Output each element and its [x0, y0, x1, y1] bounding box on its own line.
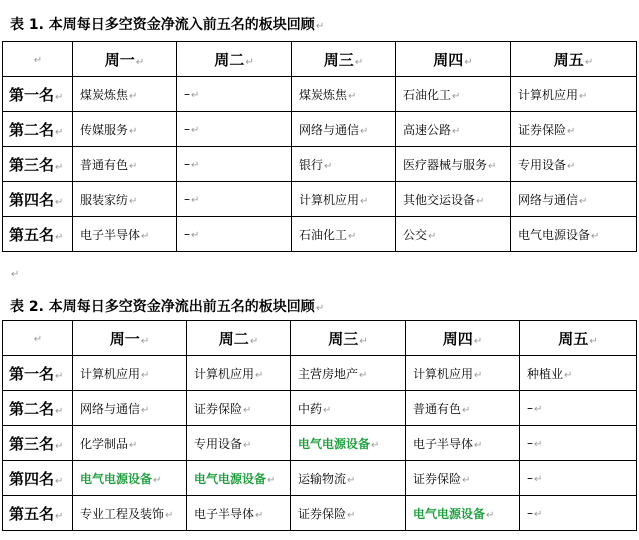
- rank-label: [3, 217, 73, 252]
- sector-name: 证券保险: [194, 401, 243, 416]
- return-mark-icon: ↵: [191, 160, 200, 171]
- return-mark-icon: ↵: [488, 160, 497, 172]
- return-mark-icon: ↵: [135, 56, 145, 68]
- return-mark-icon: ↵: [452, 125, 461, 137]
- corner-cell: [3, 321, 73, 356]
- return-mark-icon: ↵: [191, 125, 200, 136]
- column-header: [292, 42, 396, 77]
- sector-name: 证券保险: [413, 471, 462, 486]
- sector-cell: [187, 391, 291, 426]
- sector-cell: [511, 112, 637, 147]
- return-mark-icon: ↵: [55, 405, 64, 417]
- column-header-label: 周四: [442, 329, 473, 348]
- rank-label: [3, 356, 73, 391]
- sector-cell: [177, 147, 292, 182]
- table1: [2, 41, 637, 252]
- sector-name: 计算机应用: [194, 366, 255, 381]
- return-mark-icon: ↵: [584, 56, 594, 68]
- return-mark-icon: ↵: [129, 160, 138, 172]
- header-row: [3, 42, 637, 77]
- sector-cell: [73, 77, 177, 112]
- sector-cell: [511, 182, 637, 217]
- return-mark-icon: ↵: [315, 303, 325, 314]
- return-mark-icon: ↵: [589, 335, 598, 347]
- sector-name: 计算机应用: [80, 366, 141, 381]
- return-mark-icon: ↵: [11, 269, 20, 280]
- sector-cell: [396, 217, 511, 252]
- column-header: [187, 321, 291, 356]
- sector-cell: [177, 182, 292, 217]
- sector-cell: [291, 356, 406, 391]
- sector-cell: [406, 426, 520, 461]
- return-mark-icon: ↵: [243, 404, 252, 416]
- rank-label-text: 第五名: [9, 225, 55, 244]
- return-mark-icon: ↵: [567, 160, 576, 172]
- sector-cell: [511, 77, 637, 112]
- sector-name: 其他交运设备: [403, 192, 476, 207]
- return-mark-icon: ↵: [141, 404, 150, 416]
- return-mark-icon: ↵: [129, 90, 138, 102]
- rank-label-text: 第五名: [9, 504, 55, 523]
- sector-cell: [73, 496, 187, 531]
- return-mark-icon: ↵: [141, 230, 150, 242]
- sector-cell: [406, 391, 520, 426]
- rank-label: [3, 426, 73, 461]
- sector-cell: [291, 461, 406, 496]
- table1-body: [3, 42, 637, 252]
- sector-name: 种植业: [527, 366, 564, 381]
- sector-name: 电子半导体: [413, 436, 474, 451]
- table1-caption: [10, 14, 324, 34]
- return-mark-icon: ↵: [55, 440, 64, 452]
- column-header-label: 周五: [553, 50, 584, 69]
- corner-cell: [3, 42, 73, 77]
- sector-cell: [187, 426, 291, 461]
- sector-name: 化学制品: [80, 436, 129, 451]
- sector-cell: [187, 461, 291, 496]
- sector-cell: [73, 461, 187, 496]
- return-mark-icon: ↵: [348, 230, 357, 242]
- rank-label-text: 第二名: [9, 120, 55, 139]
- rank-label: [3, 112, 73, 147]
- return-mark-icon: ↵: [55, 161, 64, 173]
- sector-name: 网络与通信: [518, 192, 579, 207]
- sector-cell: [73, 182, 177, 217]
- return-mark-icon: ↵: [360, 125, 369, 137]
- return-mark-icon: ↵: [534, 404, 543, 415]
- return-mark-icon: ↵: [474, 369, 483, 381]
- sector-name: 传媒服务: [80, 122, 129, 137]
- return-mark-icon: ↵: [476, 195, 485, 207]
- return-mark-icon: ↵: [129, 125, 138, 137]
- sector-cell: [177, 77, 292, 112]
- sector-cell: [73, 426, 187, 461]
- return-mark-icon: ↵: [354, 56, 364, 68]
- return-mark-icon: ↵: [324, 160, 333, 172]
- sector-name: 网络与通信: [80, 401, 141, 416]
- return-mark-icon: ↵: [474, 439, 483, 451]
- table1-caption-text: 表 1. 本周每日多空资金净流入前五名的板块回顾: [10, 17, 315, 33]
- table-row: [3, 77, 637, 112]
- sector-name: 电气电源设备: [518, 227, 591, 242]
- rank-label-text: 第三名: [9, 155, 55, 174]
- return-mark-icon: ↵: [140, 335, 150, 347]
- return-mark-icon: ↵: [579, 195, 588, 207]
- table-row: [3, 496, 637, 531]
- column-header-label: 周五: [558, 329, 589, 348]
- sector-cell: [396, 182, 511, 217]
- sector-name: 银行: [299, 157, 324, 172]
- return-mark-icon: ↵: [129, 195, 138, 207]
- sector-name: 证券保险: [518, 122, 567, 137]
- return-mark-icon: ↵: [153, 474, 162, 486]
- table-row: [3, 217, 637, 252]
- sector-cell: [406, 461, 520, 496]
- return-mark-icon: ↵: [323, 404, 332, 416]
- sector-name: 煤炭炼焦: [80, 87, 129, 102]
- sector-cell: [406, 496, 520, 531]
- sector-cell: [396, 112, 511, 147]
- table2-body: [3, 321, 637, 531]
- rank-label-text: 第二名: [9, 399, 55, 418]
- sector-cell: [187, 356, 291, 391]
- sector-cell: [291, 391, 406, 426]
- rank-label-text: 第一名: [9, 85, 55, 104]
- sector-name: –: [184, 122, 190, 136]
- rank-label-text: 第一名: [9, 364, 55, 383]
- return-mark-icon: ↵: [348, 90, 357, 102]
- sector-name: –: [527, 436, 533, 450]
- sector-name: 电子半导体: [194, 506, 255, 521]
- return-mark-icon: ↵: [464, 56, 473, 68]
- return-mark-icon: ↵: [255, 509, 264, 521]
- column-header: [406, 321, 520, 356]
- return-mark-icon: ↵: [534, 439, 543, 450]
- sector-name: 网络与通信: [299, 122, 360, 137]
- return-mark-icon: ↵: [534, 474, 543, 485]
- column-header-label: 周一: [109, 329, 140, 348]
- header-row: [3, 321, 637, 356]
- sector-cell: [292, 112, 396, 147]
- column-header: [511, 42, 637, 77]
- return-mark-icon: ↵: [55, 231, 64, 243]
- column-header-label: 周二: [218, 329, 249, 348]
- sector-cell: [520, 461, 637, 496]
- column-header-label: 周四: [433, 50, 464, 69]
- sector-cell: [177, 112, 292, 147]
- sector-cell: [187, 496, 291, 531]
- sector-cell: [73, 147, 177, 182]
- sector-cell: [292, 217, 396, 252]
- sector-name: 高速公路: [403, 122, 452, 137]
- sector-cell: [520, 356, 637, 391]
- return-mark-icon: ↵: [55, 475, 64, 487]
- sector-cell: [177, 217, 292, 252]
- return-mark-icon: ↵: [462, 404, 471, 416]
- column-header: [291, 321, 406, 356]
- return-mark-icon: ↵: [579, 90, 588, 102]
- rank-label: [3, 77, 73, 112]
- table-row: [3, 182, 637, 217]
- sector-name: 电子半导体: [80, 227, 141, 242]
- return-mark-icon: ↵: [315, 21, 325, 32]
- sector-cell: [292, 182, 396, 217]
- return-mark-icon: ↵: [55, 510, 64, 522]
- column-header: [396, 42, 511, 77]
- return-mark-icon: ↵: [486, 509, 495, 521]
- sector-cell: [73, 112, 177, 147]
- sector-name: 石油化工: [403, 87, 452, 102]
- return-mark-icon: ↵: [428, 230, 437, 242]
- sector-cell: [291, 426, 406, 461]
- sector-name: 电气电源设备: [80, 471, 153, 486]
- return-mark-icon: ↵: [452, 90, 461, 102]
- return-mark-icon: ↵: [243, 439, 252, 451]
- sector-name: 普通有色: [80, 157, 129, 172]
- return-mark-icon: ↵: [567, 125, 576, 137]
- sector-name: 专业工程及装饰: [80, 506, 165, 521]
- sector-cell: [520, 426, 637, 461]
- return-mark-icon: ↵: [33, 334, 43, 345]
- sector-name: 煤炭炼焦: [299, 87, 348, 102]
- return-mark-icon: ↵: [191, 195, 200, 206]
- column-header-label: 周二: [214, 50, 245, 69]
- sector-name: 电气电源设备: [298, 436, 371, 451]
- sector-name: 电气电源设备: [413, 506, 486, 521]
- return-mark-icon: ↵: [564, 369, 573, 381]
- rank-label-text: 第四名: [9, 469, 55, 488]
- sector-name: 计算机应用: [299, 192, 360, 207]
- return-mark-icon: ↵: [141, 369, 150, 381]
- sector-cell: [292, 77, 396, 112]
- return-mark-icon: ↵: [129, 439, 138, 451]
- return-mark-icon: ↵: [255, 369, 264, 381]
- table2-caption: [10, 296, 324, 316]
- return-mark-icon: ↵: [347, 474, 356, 486]
- sector-cell: [291, 496, 406, 531]
- sector-cell: [511, 147, 637, 182]
- return-mark-icon: ↵: [55, 196, 64, 208]
- table-row: [3, 391, 637, 426]
- return-mark-icon: ↵: [165, 509, 174, 521]
- column-header-label: 周三: [328, 329, 359, 348]
- return-mark-icon: ↵: [534, 509, 543, 520]
- sector-name: –: [527, 401, 533, 415]
- sector-cell: [406, 356, 520, 391]
- return-mark-icon: ↵: [249, 335, 259, 347]
- sector-name: –: [527, 506, 533, 520]
- sector-name: 石油化工: [299, 227, 348, 242]
- table-row: [3, 426, 637, 461]
- return-mark-icon: ↵: [359, 369, 368, 381]
- return-mark-icon: ↵: [55, 370, 64, 382]
- return-mark-icon: ↵: [591, 230, 600, 242]
- rank-label: [3, 496, 73, 531]
- return-mark-icon: ↵: [473, 335, 483, 347]
- sector-cell: [292, 147, 396, 182]
- table-row: [3, 461, 637, 496]
- sector-name: –: [184, 227, 190, 241]
- blank-paragraph: [10, 262, 19, 281]
- sector-name: 电气电源设备: [194, 471, 267, 486]
- sector-name: 中药: [298, 401, 323, 416]
- return-mark-icon: ↵: [245, 56, 254, 68]
- sector-cell: [73, 356, 187, 391]
- sector-name: –: [527, 471, 533, 485]
- sector-name: 专用设备: [518, 157, 567, 172]
- rank-label-text: 第四名: [9, 190, 55, 209]
- return-mark-icon: ↵: [191, 230, 200, 241]
- rank-label: [3, 391, 73, 426]
- sector-cell: [396, 147, 511, 182]
- sector-name: 计算机应用: [413, 366, 474, 381]
- column-header: [73, 321, 187, 356]
- sector-cell: [73, 391, 187, 426]
- sector-cell: [520, 496, 637, 531]
- table2: [2, 320, 637, 531]
- return-mark-icon: ↵: [371, 439, 380, 451]
- return-mark-icon: ↵: [359, 335, 368, 347]
- return-mark-icon: ↵: [462, 474, 471, 486]
- return-mark-icon: ↵: [267, 474, 276, 486]
- sector-cell: [396, 77, 511, 112]
- sector-name: 普通有色: [413, 401, 462, 416]
- table-row: [3, 147, 637, 182]
- rank-label: [3, 147, 73, 182]
- rank-label: [3, 182, 73, 217]
- sector-name: –: [184, 87, 190, 101]
- column-header: [73, 42, 177, 77]
- return-mark-icon: ↵: [55, 126, 64, 138]
- column-header-label: 周一: [104, 50, 135, 69]
- sector-name: 专用设备: [194, 436, 243, 451]
- sector-name: –: [184, 157, 190, 171]
- sector-name: 证券保险: [298, 506, 347, 521]
- sector-name: 医疗器械与服务: [403, 157, 488, 172]
- column-header-label: 周三: [323, 50, 354, 69]
- sector-name: 服装家纺: [80, 192, 129, 207]
- table2-caption-text: 表 2. 本周每日多空资金净流出前五名的板块回顾: [10, 299, 315, 315]
- rank-label: [3, 461, 73, 496]
- sector-name: 主营房地产: [298, 366, 359, 381]
- return-mark-icon: ↵: [347, 509, 356, 521]
- return-mark-icon: ↵: [55, 91, 64, 103]
- sector-cell: [511, 217, 637, 252]
- sector-cell: [73, 217, 177, 252]
- return-mark-icon: ↵: [360, 195, 369, 207]
- rank-label-text: 第三名: [9, 434, 55, 453]
- sector-name: 公交: [403, 227, 428, 242]
- sector-cell: [520, 391, 637, 426]
- sector-name: 计算机应用: [518, 87, 579, 102]
- table-row: [3, 356, 637, 391]
- return-mark-icon: ↵: [191, 90, 200, 101]
- column-header: [520, 321, 637, 356]
- column-header: [177, 42, 292, 77]
- sector-name: 运输物流: [298, 471, 347, 486]
- table-row: [3, 112, 637, 147]
- return-mark-icon: ↵: [33, 55, 43, 66]
- sector-name: –: [184, 192, 190, 206]
